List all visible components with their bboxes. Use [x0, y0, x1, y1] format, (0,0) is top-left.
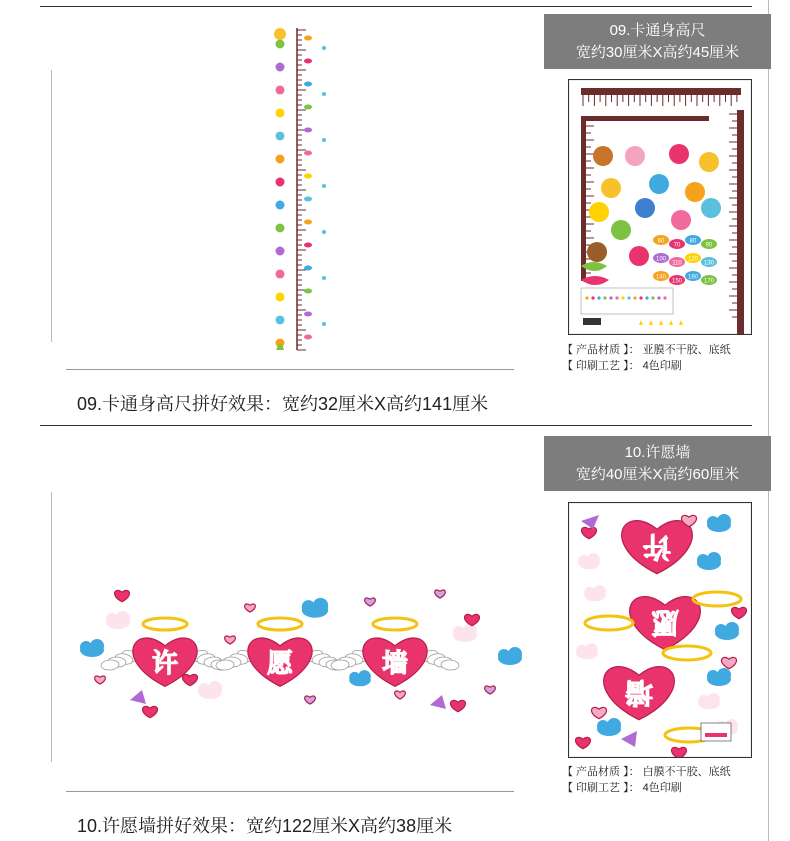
- cartoon-animal-sticker: [589, 202, 609, 222]
- cartoon-animal-sticker: [601, 178, 621, 198]
- sheet-label-bar: [705, 733, 727, 737]
- ruler-number-badge: [304, 59, 312, 64]
- mini-ruler-strip: [581, 288, 673, 314]
- ruler-number-badge: [304, 128, 312, 133]
- height-number-label: 140: [655, 274, 667, 281]
- sheet-small-heart-icon: [582, 527, 597, 538]
- sheet-blue-cloud-icon: [607, 718, 621, 732]
- mini-ruler-dot: [597, 296, 600, 299]
- ruler-number-badge: [304, 82, 312, 87]
- cartoon-animal-sticker: [276, 201, 285, 210]
- section1-caption-line: [66, 369, 514, 370]
- cartoon-animal-sticker: [276, 109, 285, 118]
- section1-product-tag: [544, 14, 771, 69]
- sheet-smiling-cloud-icon: [587, 553, 600, 566]
- bubble-icon: [322, 92, 326, 96]
- sheet-small-heart-icon: [732, 607, 747, 618]
- wing-feather: [441, 659, 460, 670]
- tiny-heart-icon: [395, 691, 406, 699]
- sheet-product-label: [701, 723, 731, 741]
- section1-spec-print: 【 印刷工艺 】： 4色印刷: [562, 360, 682, 372]
- bubble-icon: [322, 46, 326, 50]
- section2-caption-line: [66, 791, 514, 792]
- mini-ruler-dot: [639, 296, 642, 299]
- small-heart-icon: [451, 700, 466, 711]
- cartoon-animal-sticker: [685, 182, 705, 202]
- cartoon-animal-sticker: [671, 210, 691, 230]
- sheet-small-heart-icon: [722, 657, 737, 668]
- sheet-ruler-right: [737, 110, 744, 334]
- section2-spec-material: 【 产品材质 】： 白膜不干胶、底纸: [562, 766, 731, 778]
- star-icon: [649, 320, 653, 325]
- giraffe-icon: [274, 28, 286, 40]
- angel-icon: [430, 695, 446, 709]
- tiny-heart-icon: [225, 636, 236, 644]
- cartoon-animal-sticker: [629, 246, 649, 266]
- smiling-cloud-icon: [463, 624, 477, 638]
- mini-ruler-dot: [621, 296, 624, 299]
- sheet-blue-cloud-icon: [725, 622, 739, 636]
- height-number-label: 130: [703, 260, 715, 267]
- heart-letter: 许: [151, 649, 179, 679]
- sheet-blue-cloud-icon: [707, 552, 721, 566]
- height-number-label: 160: [687, 274, 699, 281]
- small-heart-icon: [183, 674, 198, 685]
- section1-sticker-sheet: [568, 79, 752, 335]
- blue-cloud-icon: [313, 598, 328, 613]
- height-number-label: 80: [689, 238, 697, 245]
- mini-ruler-dot: [603, 296, 606, 299]
- cartoon-animal-sticker: [276, 293, 285, 302]
- right-border-line: [768, 0, 769, 841]
- section1-caption: 09.卡通身高尺拼好效果：宽约32厘米X高约141厘米: [77, 394, 489, 414]
- cartoon-animal-sticker: [276, 155, 285, 164]
- sheet-small-heart-icon: [576, 737, 591, 748]
- height-number-label: 120: [687, 256, 699, 263]
- blue-cloud-icon: [358, 670, 371, 683]
- cartoon-animal-sticker: [649, 174, 669, 194]
- sheet-halo-ring: [585, 616, 633, 630]
- tiny-heart-icon: [435, 590, 446, 598]
- star-icon: [659, 320, 663, 325]
- ruler-number-badge: [304, 36, 312, 41]
- bubble-icon: [322, 276, 326, 280]
- cartoon-animal-sticker: [276, 247, 285, 256]
- small-heart-icon: [143, 706, 158, 717]
- mini-ruler-dot: [633, 296, 636, 299]
- cartoon-animal-sticker: [276, 178, 285, 187]
- bubble-icon: [322, 138, 326, 142]
- bubble-icon: [322, 230, 326, 234]
- ruler-number-badge: [304, 105, 312, 110]
- cartoon-animal-sticker: [276, 86, 285, 95]
- mini-ruler-dot: [591, 296, 594, 299]
- tiny-heart-icon: [305, 696, 316, 704]
- sheet-ruler-top: [581, 88, 741, 95]
- mini-ruler-dot: [663, 296, 666, 299]
- ruler-number-badge: [304, 174, 312, 179]
- wing-feather: [101, 659, 120, 670]
- sheet-small-heart-icon: [672, 747, 687, 757]
- small-heart-icon: [115, 590, 130, 601]
- cartoon-animal-sticker: [635, 198, 655, 218]
- blue-cloud-icon: [90, 639, 104, 653]
- sheet-angel-icon: [621, 731, 637, 747]
- mini-ruler-dot: [651, 296, 654, 299]
- tiny-heart-icon: [245, 604, 256, 612]
- mini-ruler-dot: [627, 296, 630, 299]
- cartoon-animal-sticker: [276, 224, 285, 233]
- ruler-number-badge: [304, 335, 312, 340]
- cartoon-animal-sticker: [593, 146, 613, 166]
- cartoon-animal-sticker: [669, 144, 689, 164]
- section2-left-line: [51, 492, 52, 762]
- section1-tag-size: 宽约30厘米X高约45厘米: [575, 44, 740, 61]
- bubble-icon: [322, 184, 326, 188]
- tiny-heart-icon: [95, 676, 106, 684]
- cartoon-animal-sticker: [276, 63, 285, 72]
- sheet-blue-cloud-icon: [717, 514, 731, 528]
- small-heart-icon: [465, 614, 480, 625]
- sheet-small-heart-icon: [592, 707, 607, 718]
- cartoon-animal-sticker: [701, 198, 721, 218]
- tiny-heart-icon: [365, 598, 376, 606]
- star-icon: [679, 320, 683, 325]
- height-number-label: 150: [671, 278, 683, 285]
- section1-left-line: [51, 70, 52, 342]
- sheet-halo-ring: [663, 646, 711, 660]
- heart-letter: 墙: [381, 649, 409, 679]
- cartoon-animal-sticker: [699, 152, 719, 172]
- sheet-smiling-cloud-icon: [585, 643, 598, 656]
- section2-spec-print: 【 印刷工艺 】： 4色印刷: [562, 782, 682, 794]
- ruler-number-badge: [304, 312, 312, 317]
- sheet-blue-cloud-icon: [717, 668, 731, 682]
- height-number-label: 70: [673, 242, 681, 249]
- halo-ring: [143, 618, 187, 630]
- mini-ruler-dot: [657, 296, 660, 299]
- angel-icon: [130, 690, 146, 704]
- section2-tag-size: 宽约40厘米X高约60厘米: [575, 466, 740, 483]
- section1-tag-title: 09.卡通身高尺: [609, 22, 706, 39]
- height-number-label: 60: [657, 238, 665, 245]
- mini-ruler-dot: [645, 296, 648, 299]
- smiling-cloud-icon: [116, 611, 130, 625]
- cartoon-animal-sticker: [276, 40, 285, 49]
- barcode-icon: [583, 318, 601, 325]
- mini-ruler-dot: [615, 296, 618, 299]
- cartoon-animal-sticker: [625, 146, 645, 166]
- sheet-ruler-mid: [581, 116, 709, 121]
- mini-ruler-dot: [609, 296, 612, 299]
- height-ruler-preview: [250, 20, 340, 360]
- section2-tag-title: 10.许愿墙: [624, 444, 691, 461]
- section2-product-tag: [544, 436, 771, 491]
- smiling-cloud-icon: [208, 681, 222, 695]
- heart-letter: 愿: [266, 649, 294, 679]
- ruler-number-badge: [304, 151, 312, 156]
- sheet-heart-letter: 愿: [650, 606, 680, 639]
- height-number-label: 100: [655, 256, 667, 263]
- ruler-number-badge: [304, 289, 312, 294]
- section1-spec: [562, 342, 731, 374]
- cartoon-animal-sticker: [276, 316, 285, 325]
- star-icon: [669, 320, 673, 325]
- section2-sticker-sheet: [568, 502, 752, 758]
- ruler-number-badge: [304, 243, 312, 248]
- blue-cloud-icon: [508, 647, 522, 661]
- sheet-halo-ring: [693, 592, 741, 606]
- sheet-smiling-cloud-icon: [593, 585, 606, 598]
- halo-ring: [373, 618, 417, 630]
- section1-spec-material: 【 产品材质 】： 亚膜不干胶、底纸: [562, 344, 731, 356]
- ruler-number-badge: [304, 266, 312, 271]
- height-number-label: 170: [703, 278, 715, 285]
- bubble-icon: [322, 322, 326, 326]
- cartoon-animal-sticker: [276, 270, 285, 279]
- cartoon-animal-sticker: [276, 132, 285, 141]
- cartoon-animal-sticker: [611, 220, 631, 240]
- ruler-number-badge: [304, 220, 312, 225]
- cartoon-animal-sticker: [587, 242, 607, 262]
- top-divider: [40, 6, 752, 7]
- star-icon: [639, 320, 643, 325]
- sheet-heart-letter: 许: [642, 530, 672, 563]
- middle-divider: [40, 425, 752, 426]
- height-number-label: 110: [672, 260, 682, 267]
- wishing-wall-preview: [70, 580, 530, 730]
- halo-ring: [258, 618, 302, 630]
- sheet-heart-letter: 墙: [624, 676, 654, 709]
- section2-caption: 10.许愿墙拼好效果：宽约122厘米X高约38厘米: [77, 816, 453, 836]
- height-number-label: 90: [705, 242, 713, 249]
- sheet-smiling-cloud-icon: [707, 693, 720, 706]
- tiny-heart-icon: [485, 686, 496, 694]
- section2-spec: [562, 764, 731, 796]
- mini-ruler-dot: [585, 296, 588, 299]
- sheet-ruler-left: [581, 121, 586, 281]
- ruler-number-badge: [304, 197, 312, 202]
